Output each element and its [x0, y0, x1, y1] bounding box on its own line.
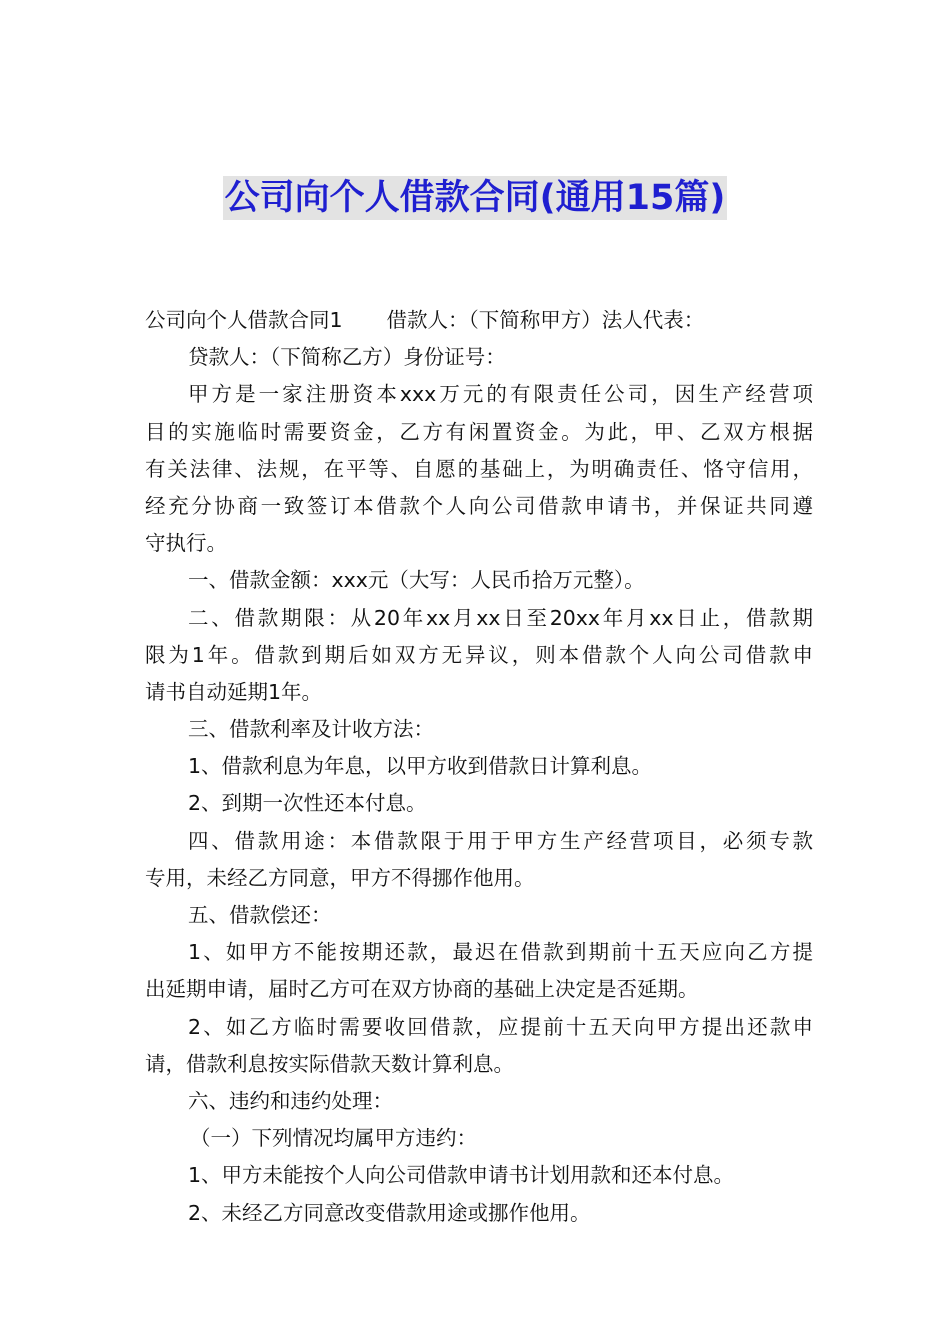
paragraph-line: 2、到期一次性还本付息。 [188, 791, 427, 816]
paragraph-line: 一、借款金额：xxx元（大写：人民币拾万元整）。 [188, 568, 645, 593]
paragraph-line: 1、甲方未能按个人向公司借款申请书计划用款和还本付息。 [188, 1163, 735, 1188]
paragraph-line: 目的实施临时需要资金，乙方有闲置资金。为此，甲、乙双方根据 [145, 419, 813, 444]
paragraph-line: 守执行。 [145, 531, 227, 556]
paragraph-line: 三、借款利率及计收方法： [188, 717, 434, 742]
paragraph-line: 限为1年。借款到期后如双方无异议，则本借款个人向公司借款申 [145, 642, 813, 667]
paragraph-line: 六、违约和违约处理： [188, 1088, 393, 1113]
paragraph-line: 出延期申请，届时乙方可在双方协商的基础上决定是否延期。 [145, 977, 699, 1002]
paragraph-line: 1、借款利息为年息，以甲方收到借款日计算利息。 [188, 754, 653, 779]
paragraph-line: 贷款人：（下简称乙方）身份证号： [188, 345, 506, 370]
paragraph-line: 专用，未经乙方同意，甲方不得挪作他用。 [145, 865, 535, 890]
paragraph-line: 请，借款利息按实际借款天数计算利息。 [145, 1051, 514, 1076]
paragraph-line: 经充分协商一致签订本借款个人向公司借款申请书，并保证共同遵 [145, 493, 813, 518]
paragraph-line: 二、借款期限：从20年xx月xx日至20xx年月xx日止，借款期 [188, 605, 813, 630]
paragraph-line [145, 302, 813, 339]
paragraph-line: 1、如甲方不能按期还款，最迟在借款到期前十五天应向乙方提 [188, 940, 813, 965]
borrower-label: 借款人：（下简称甲方）法人代表： [386, 308, 705, 332]
paragraph-line: 五、借款偿还： [188, 903, 332, 927]
paragraph-line: 2、如乙方临时需要收回借款，应提前十五天向甲方提出还款申 [188, 1014, 813, 1039]
paragraph-line: （一）下列情况均属甲方违约： [190, 1126, 477, 1151]
paragraph-line: 请书自动延期1年。 [145, 679, 323, 704]
paragraph-line: 2、未经乙方同意改变借款用途或挪作他用。 [188, 1200, 591, 1225]
paragraph-line: 四、借款用途：本借款限于用于甲方生产经营项目，必须专款 [188, 828, 813, 853]
paragraph-line: 有关法律、法规，在平等、自愿的基础上，为明确责任、恪守信用， [145, 456, 813, 481]
title-container [0, 176, 950, 220]
paragraph-line: 甲方是一家注册资本xxx万元的有限责任公司，因生产经营项 [188, 382, 813, 407]
document-title: 公司向个人借款合同(通用15篇) [224, 178, 726, 218]
document-body [145, 302, 813, 1232]
contract-heading: 公司向个人借款合同1 [145, 308, 343, 332]
